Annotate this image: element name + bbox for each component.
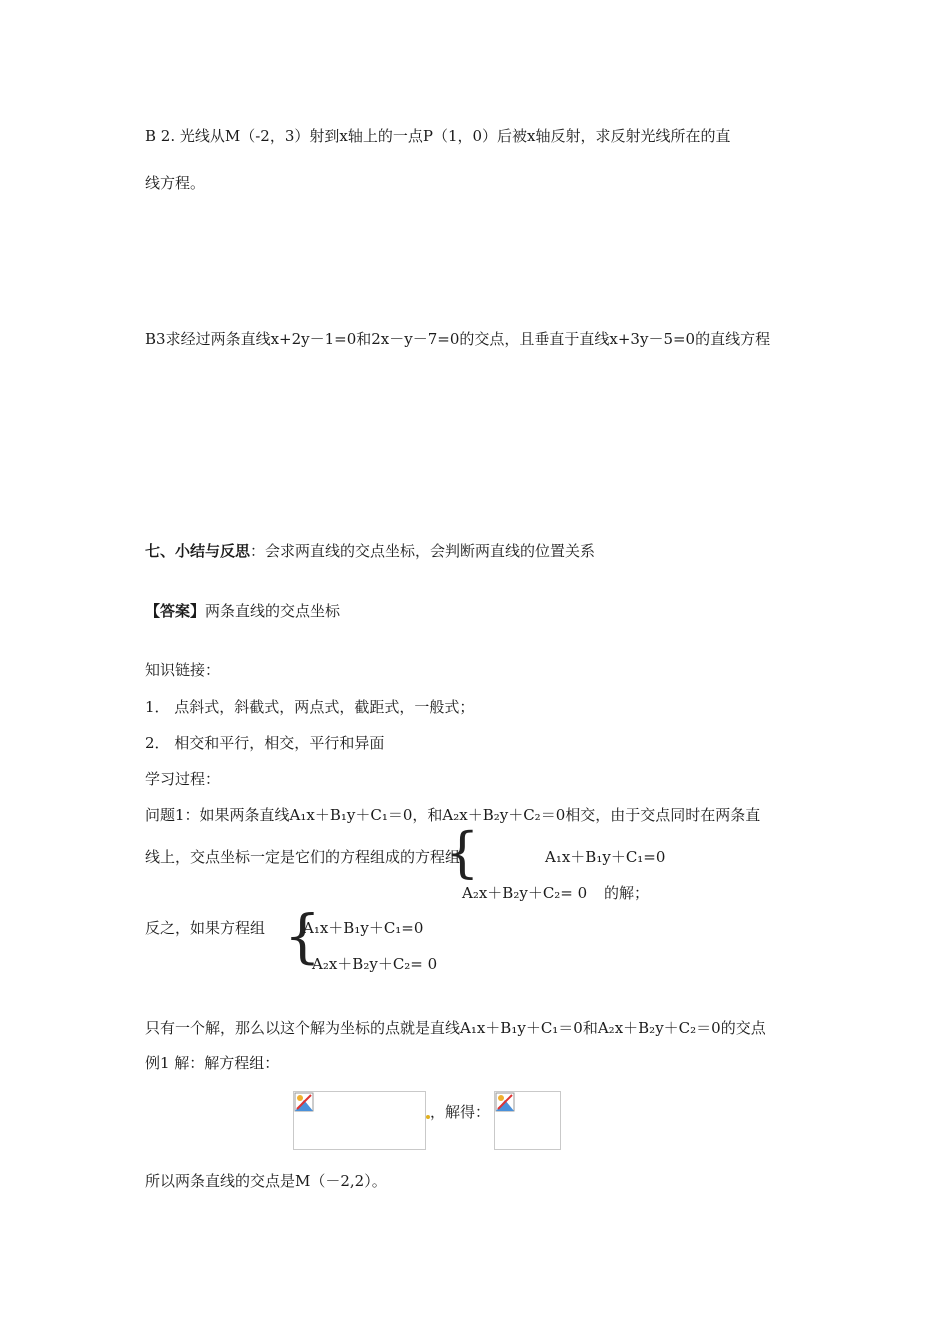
summary-text: ：会求两直线的交点坐标，会判断两直线的位置关系 [250, 542, 596, 560]
knowledge-heading: 知识链接： [145, 661, 221, 679]
broken-image-icon [294, 1092, 314, 1112]
equation-2: A₂x＋B₂y＋C₂= 0 [462, 884, 588, 902]
equation-system-image [293, 1091, 426, 1150]
question1-line1: 问题1：如果两条直线A₁x＋B₁y＋C₁＝0，和A₂x＋B₂y＋C₂＝0相交，由于交点同时在两条直 [145, 806, 761, 824]
question1-line2: 线上，交点坐标一定是它们的方程组成的方程组 [145, 848, 461, 866]
solved-text: ，解得： [430, 1103, 491, 1121]
equation-3: A₁x＋B₁y＋C₁=0 [303, 919, 424, 937]
answer-line [145, 601, 340, 621]
summary-heading: 七、小结与反思 [145, 542, 251, 560]
converse-line: 只有一个解，那么以这个解为坐标的点就是直线A₁x＋B₁y＋C₁＝0和A₂x＋B₂y＋C₂＝0的交点 [145, 1019, 766, 1037]
converse-prefix: 反之，如果方程组 [145, 919, 266, 937]
equation-1: A₁x＋B₁y＋C₁=0 [545, 848, 666, 866]
summary-line [145, 541, 595, 561]
knowledge-item-1: 1． 点斜式，斜截式，两点式，截距式，一般式； [145, 698, 475, 716]
broken-image-icon-2 [495, 1092, 515, 1112]
equation-4: A₂x＋B₂y＋C₂= 0 [312, 955, 438, 973]
left-brace-icon-2: { [284, 902, 321, 970]
left-brace-icon: { [445, 821, 480, 884]
conclusion-line: 所以两条直线的交点是M（－2,2）。 [145, 1172, 387, 1190]
solution-image [494, 1091, 561, 1150]
answer-title: 两条直线的交点坐标 [205, 602, 341, 620]
problem-b2-line1: B 2. 光线从M（-2，3）射到x轴上的一点P（1，0）后被x轴反射，求反射光线所在的直 [145, 127, 731, 145]
learning-heading: 学习过程： [145, 770, 221, 788]
answer-tag: 【答案】 [145, 602, 206, 620]
problem-b3: B3求经过两条直线x+2y－1=0和2x－y－7=0的交点，且垂直于直线x+3y－5=0的直线方程 [145, 330, 771, 348]
knowledge-item-2: 2． 相交和平行，相交，平行和异面 [145, 734, 385, 752]
of-solution-text: 的解； [604, 884, 650, 902]
example1-line: 例1 解：解方程组： [145, 1054, 280, 1072]
problem-b2-line2: 线方程。 [145, 174, 206, 192]
